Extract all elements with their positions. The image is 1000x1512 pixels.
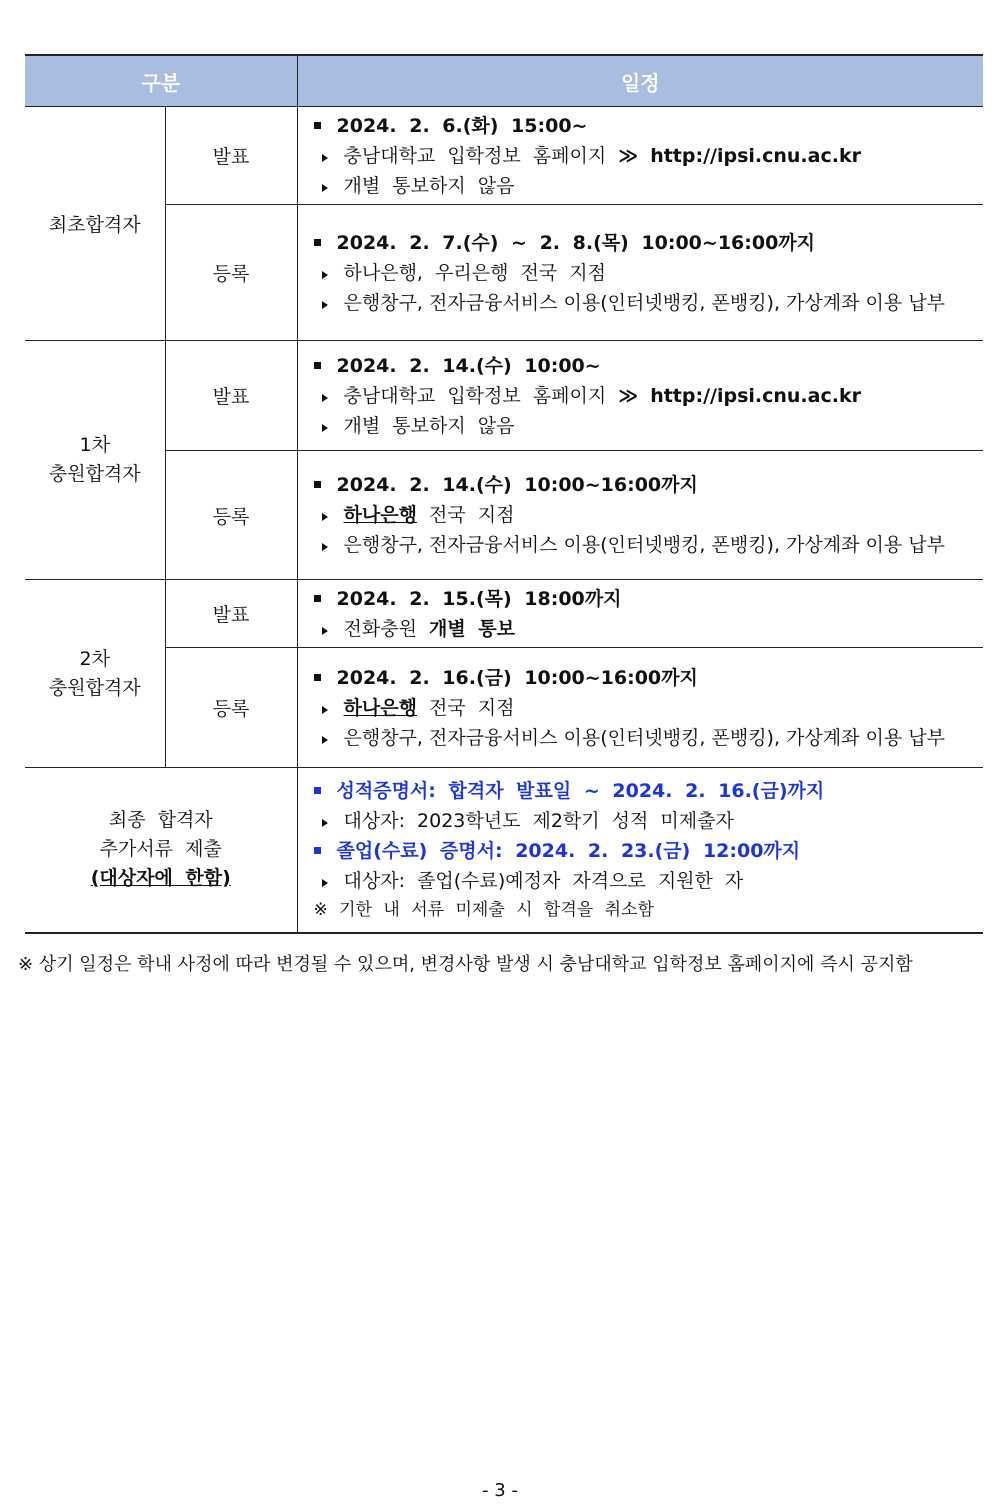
bank-rest: 전국 지점 (428, 504, 515, 526)
bank-name: 하나은행 (343, 504, 417, 526)
header-category: 구분 (25, 55, 297, 107)
category-note: (대상자에 한함) (90, 867, 231, 890)
document-item: 성적증명서: 합격자 발표일 ~ 2024. 2. 16.(금)까지 (336, 779, 825, 802)
header-schedule: 일정 (297, 55, 983, 107)
schedule-cell (297, 580, 983, 648)
register-date: 2024. 2. 7.(수) ~ 2. 8.(목) 10:00~16:00까지 (336, 231, 816, 254)
table-row (25, 580, 983, 648)
warning-text: ※ 기한 내 서류 미제출 시 합격을 취소함 (313, 899, 654, 920)
label-announce: 발표 (165, 580, 297, 648)
square-bullet-icon (314, 362, 321, 369)
schedule-table (25, 54, 983, 934)
announce-date: 2024. 2. 6.(화) 15:00~ (336, 114, 588, 137)
arrow-text: ≫ (618, 144, 639, 167)
bank-rest: 전국 지점 (428, 696, 515, 719)
bank-name: 하나은행 (343, 696, 417, 719)
table-row (25, 768, 983, 933)
notice-text: 개별 통보하지 않음 (343, 174, 515, 197)
footnote: ※ 상기 일정은 학내 사정에 따라 변경될 수 있으며, 변경사항 발생 시 충남대학교 입학정보 홈페이지에 즉시 공지함 (18, 954, 913, 975)
label-register: 등록 (165, 648, 297, 768)
label-announce: 발표 (165, 107, 297, 205)
schedule-cell (297, 205, 983, 341)
table-row (25, 341, 983, 451)
triangle-bullet-icon (322, 424, 328, 432)
schedule-cell (297, 341, 983, 451)
category-final (25, 768, 297, 933)
payment-method: 은행창구, 전자금융서비스 이용(인터넷뱅킹, 폰뱅킹), 가상계좌 이용 납부 (343, 726, 945, 749)
schedule-cell (297, 451, 983, 580)
label-register: 등록 (165, 205, 297, 341)
square-bullet-icon (314, 595, 321, 602)
category-line: 충원합격자 (48, 463, 141, 485)
target-text: 대상자: 졸업(수료)예정자 자격으로 지원한 자 (343, 869, 744, 892)
category-line: 2차 (79, 647, 110, 670)
notice-bold: 개별 통보 (428, 617, 516, 640)
triangle-bullet-icon (322, 394, 328, 402)
payment-method: 은행창구, 전자금융서비스 이용(인터넷뱅킹, 폰뱅킹), 가상계좌 이용 납부 (343, 291, 945, 314)
table-row (25, 107, 983, 205)
category-second (25, 341, 165, 580)
announce-date: 2024. 2. 15.(목) 18:00까지 (336, 587, 622, 610)
triangle-bullet-icon (322, 271, 328, 279)
triangle-bullet-icon (322, 184, 328, 192)
document-item: 졸업(수료) 증명서: 2024. 2. 23.(금) 12:00까지 (336, 839, 801, 862)
table-row (25, 451, 983, 580)
category-line: 추가서류 제출 (99, 838, 222, 861)
category-first: 최초합격자 (48, 214, 141, 236)
homepage-link[interactable]: http://ipsi.cnu.ac.kr (650, 144, 861, 167)
schedule-cell (297, 648, 983, 768)
triangle-bullet-icon (322, 301, 328, 309)
target-text: 대상자: 2023학년도 제2학기 성적 미제출자 (343, 809, 734, 832)
square-bullet-icon (314, 122, 321, 129)
square-bullet-icon (314, 239, 321, 246)
site-text: 충남대학교 입학정보 홈페이지 (343, 144, 607, 167)
triangle-bullet-icon (322, 736, 328, 744)
triangle-bullet-icon (322, 154, 328, 162)
square-bullet-icon (314, 787, 321, 794)
homepage-link[interactable]: http://ipsi.cnu.ac.kr (650, 384, 861, 407)
table-header-row (25, 55, 983, 107)
triangle-bullet-icon (322, 819, 328, 827)
announce-date: 2024. 2. 14.(수) 10:00~ (336, 354, 601, 377)
square-bullet-icon (314, 847, 321, 854)
notice-prefix: 전화충원 (343, 617, 417, 640)
register-date: 2024. 2. 16.(금) 10:00~16:00까지 (336, 666, 698, 689)
notice-text: 개별 통보하지 않음 (343, 414, 515, 437)
schedule-cell (297, 107, 983, 205)
square-bullet-icon (314, 481, 321, 488)
register-date: 2024. 2. 14.(수) 10:00~16:00까지 (336, 474, 698, 496)
table-row (25, 205, 983, 341)
triangle-bullet-icon (322, 706, 328, 714)
category-line: 충원합격자 (48, 676, 141, 699)
label-register: 등록 (165, 451, 297, 580)
bank-text: 하나은행, 우리은행 전국 지점 (343, 261, 606, 284)
triangle-bullet-icon (322, 627, 328, 635)
triangle-bullet-icon (322, 543, 328, 551)
category-third (25, 580, 165, 768)
category-line: 1차 (79, 434, 110, 456)
payment-method: 은행창구, 전자금융서비스 이용(인터넷뱅킹, 폰뱅킹), 가상계좌 이용 납부 (343, 534, 945, 556)
triangle-bullet-icon (322, 513, 328, 521)
arrow-text: ≫ (618, 384, 639, 407)
page-number: - 3 - (482, 1480, 518, 1501)
site-text: 충남대학교 입학정보 홈페이지 (343, 384, 607, 407)
table-row (25, 648, 983, 768)
triangle-bullet-icon (322, 879, 328, 887)
schedule-cell (297, 768, 983, 933)
category-line: 최종 합격자 (108, 809, 213, 832)
square-bullet-icon (314, 674, 321, 681)
label-announce: 발표 (165, 341, 297, 451)
